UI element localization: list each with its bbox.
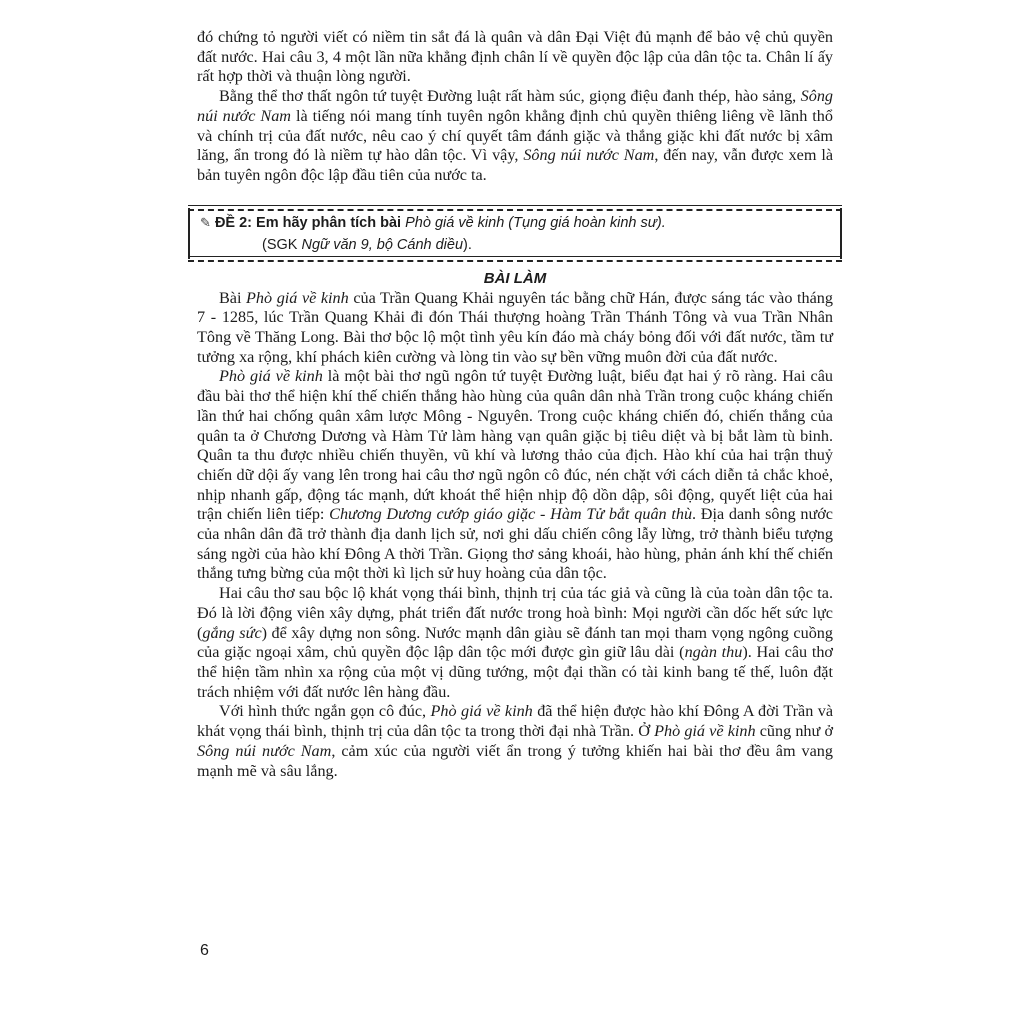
text-run: đã thể hiện được hào khí Đông A đời Trần và khát vọng thái bình, thịnh trị của dân tộc ta trong thời đại nhà Trần. Ở [197,702,834,741]
document-page [197,28,833,781]
italic-text: ngàn thu [684,643,743,662]
text-run: Với hình thức ngắn gọn cô đúc, [219,702,431,721]
paragraph [197,702,833,781]
text-run: Bằng thể thơ thất ngôn tứ tuyệt Đường luật rất hàm súc, giọng điệu đanh thép, hào sảng, [219,87,801,106]
italic-text: Sông núi nước Nam [197,741,332,760]
italic-text: Chương Dương cướp giáo giặc - Hàm Tử bắt quân thù [329,505,693,524]
italic-text: Phò giá về kinh [219,367,323,386]
italic-text: Phò giá về kinh [430,702,533,721]
text-run: của Trần Quang Khải nguyên tác bằng chữ Hán, được sáng tác vào tháng 7 - 1285, lúc Trần Quang Khải đi đón Thái thượng hoàng Trần Thánh Tông và vua Trần Nhân Tông về Thăng Long. Bài thơ bộc lộ một tình yêu kín đáo mà cháy bỏng đối với đất nước, tầm tư tưởng xa rộng, khí phách kiên cường và lòng tin vào sự bền vững muôn đời của đất nước. [197,288,833,366]
text-run: Bài [219,288,247,307]
text-run: , cảm xúc của người viết ẩn trong ý tưởng khiến hai bài thơ đều âm vang mạnh mẽ và sâu lắng. [197,741,833,780]
italic-text: Phò giá về kinh [246,288,349,307]
exercise-line [200,212,830,234]
text-run: là một bài thơ ngũ ngôn tứ tuyệt Đường luật, biểu đạt hai ý rõ ràng. Hai câu đầu bài thơ thể hiện khí thế chiến thắng hào hùng của quân dân nhà Trần trong cuộc kháng chiến lần thứ hai chống quân xâm lược Mông - Nguyên. Trong cuộc kháng chiến đó, chiến thắng của quân ta ở Chương Dương và Hàm Tử làm hàng vạn quân giặc bị tiêu diệt và bị bắt làm tù binh. Quân ta thu được nhiều chiến thuyền, vũ khí và lương thảo của địch. Hào khí của hai trận thuỷ chiến dữ dội ấy vang lên trong hai câu thơ ngũ ngôn cô đúc, nén chặt với cách diễn tả chắc khoẻ, nhịp nhanh gấp, động tác mạnh, dứt khoát thể hiện nhịp độ dồn dập, sôi động, quyết liệt của hai trận chiến liên tiếp: [197,367,834,524]
text-run: , đến nay, vẫn được xem là bản tuyên ngôn độc lập đầu tiên của nước ta. [197,146,834,184]
text-run: . Địa danh sông nước của nhân dân đã trở thành địa danh lịch sử, nơi ghi dấu chiến công lẫy lừng, trở thành biểu tượng sáng ngời của hào khí Đông A thời Trần. Giọng thơ sảng khoái, hào hùng, phản ánh khí thế chiến thắng tưng bừng của một thời kì lịch sử huy hoàng của dân tộc. [197,505,833,583]
paragraph [197,87,833,186]
exercise-label: ĐỀ 2: [214,214,253,231]
source-book: Ngữ văn 9, bộ Cánh diều [301,236,464,253]
exercise-source [200,234,830,256]
exercise-title: Phò giá về kinh (Tụng giá hoàn kinh sư). [405,214,666,231]
answer-section [197,289,833,782]
italic-text: Sông núi nước Nam [523,146,655,165]
page-number: 6 [200,942,209,959]
text-run: đó chứng tỏ người viết có niềm tin sắt đá là quân và dân Đại Việt đủ mạnh để bảo vệ chủ quyền đất nước. Hai câu 3, 4 một lần nữa khẳng định chân lí về quyền độc lập của dân tộc ta. Chân lí ấy rất hợp thời và thuận lòng người. [197,28,833,86]
exercise-prompt: Em hãy phân tích bài [256,214,402,231]
text-run: ). Hai câu thơ thể hiện tầm nhìn xa rộng của một vị dũng tướng, một đại thần có tài kinh bang tế thế, luôn đặt trách nhiệm với đất nước lên hàng đầu. [197,643,833,701]
paragraph [197,367,833,584]
text-run: Hai câu thơ sau bộc lộ khát vọng thái bình, thịnh trị của tác giả và cũng là của toàn dân tộc ta. Đó là lời động viên xây dựng, phát triển đất nước trong hoà bình: Mọi người cần dốc hết sức lực ( [197,584,833,642]
pencil-icon: ✎ [200,214,211,230]
text-run: cũng như ở [755,722,833,741]
italic-text: Sông núi nước Nam [197,87,833,125]
source-open: (SGK [262,236,302,253]
answer-heading: BÀI LÀM [483,269,547,287]
paragraph [197,584,833,702]
paragraph [197,28,833,87]
text-run: ) để xây dựng non sông. Nước mạnh dân giàu sẽ đánh tan mọi tham vọng ngông cuồng của giặc ngoại xâm, chủ quyền độc lập dân tộc mới được gìn giữ lâu dài ( [197,623,833,662]
italic-text: gắng sức [202,623,262,642]
exercise-box [188,208,842,259]
intro-section [197,28,833,186]
paragraph [197,289,833,368]
text-run: là tiếng nói mang tính tuyên ngôn khẳng định chủ quyền thiêng liêng về lãnh thổ và chính trị của đất nước, nêu cao ý chí quyết tâm đánh giặc và thắng giặc khi đất nước bị xâm lăng, ẩn trong đó là niềm tự hào dân tộc. Vì vậy, [197,106,833,165]
source-close: ). [463,236,472,253]
italic-text: Phò giá về kinh [654,722,756,741]
